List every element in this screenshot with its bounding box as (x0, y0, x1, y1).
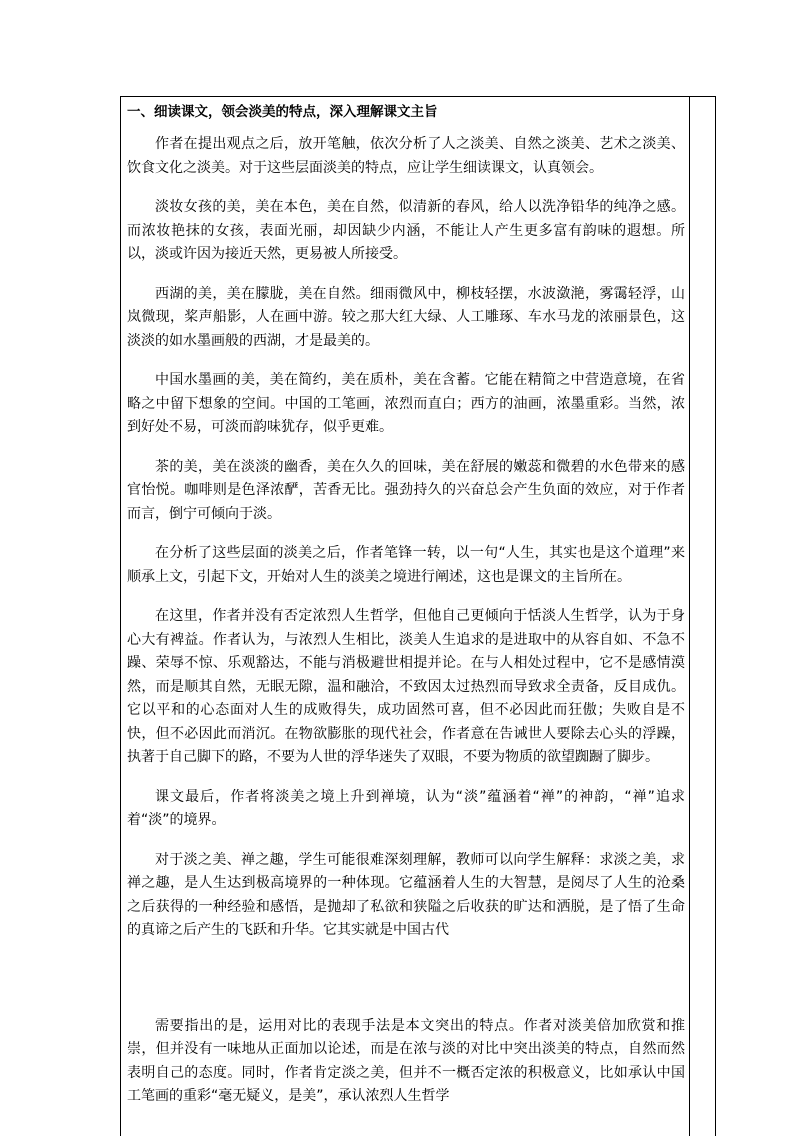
paragraph: 课文最后，作者将淡美之境上升到禅境，认为“淡”蕴涵着“禅”的神韵，“禅”追求着“淡”的境界。 (127, 788, 685, 828)
table-cell-content (127, 103, 685, 1125)
paragraph: 淡妆女孩的美，美在本色，美在自然，似清新的春风，给人以洗净铅华的纯净之感。而浓妆艳抹的女孩，表面光丽，却因缺少内涵，不能让人产生更多富有韵味的遐想。所以，淡或许因为接近天然，更易被人所接受。 (127, 199, 685, 262)
paragraph: 需要指出的是，运用对比的表现手法是本文突出的特点。作者对淡美倍加欣赏和推崇，但并没有一味地从正面加以论述，而是在浓与淡的对比中突出淡美的特点，自然而然表明自己的态度。同时，作者肯定淡之美，但并不一概否定浓的积极意义，比如承认中国工笔画的重彩“毫无疑义，是美”，承认浓烈人生哲学 (127, 1017, 685, 1104)
paragraph: 西湖的美，美在朦胧，美在自然。细雨微风中，柳枝轻摆，水波潋滟，雾霭轻浮，山岚微现，桨声船影，人在画中游。较之那大红大绿、人工雕琢、车水马龙的浓丽景色，这淡淡的如水墨画般的西湖，才是最美的。 (127, 285, 685, 349)
paragraph: 中国水墨画的美，美在简约，美在质朴，美在含蓄。它能在精简之中营造意境，在省略之中留下想象的空间。中国的工笔画，浓烈而直白；西方的油画，浓墨重彩。当然，浓到好处不易，可淡而韵味犹存，似乎更难。 (127, 372, 685, 435)
paragraph: 在这里，作者并没有否定浓烈人生哲学，但他自己更倾向于恬淡人生哲学，认为于身心大有裨益。作者认为，与浓烈人生相比，淡美人生追求的是进取中的从容自如、不急不躁、荣辱不惊、乐观豁达，不能与消极避世相提并论。在与人相处过程中，它不是感情漠然，而是顺其自然，无眠无隙，温和融洽，不致因太过热烈而导致求全责备，反目成仇。它以平和的心态面对人生的成败得失，成功固然可喜，但不必因此而狂傲；失败自是不快，但不必因此而消沉。在物欲膨胀的现代社会，作者意在告诫世人要除去心头的浮躁，执著于自己脚下的路，不要为人世的浮华迷失了双眼，不要为物质的欲望踟蹰了脚步。 (127, 608, 685, 765)
table-column-divider (689, 97, 690, 1136)
document-table (120, 96, 716, 1136)
paragraph: 作者在提出观点之后，放开笔触，依次分析了人之淡美、自然之淡美、艺术之淡美、饮食文化之淡美。对于这些层面淡美的特点，应让学生细读课文，认真领会。 (127, 136, 685, 176)
paragraph: 在分析了这些层面的淡美之后，作者笔锋一转，以一句“人生，其实也是这个道理”来顺承上文，引起下文，开始对人生的淡美之境进行阐述，这也是课文的主旨所在。 (127, 545, 685, 585)
paragraph: 茶的美，美在淡淡的幽香，美在久久的回味，美在舒展的嫩蕊和微碧的水色带来的感官怡悦。咖啡则是色泽浓酽，苦香无比。强劲持久的兴奋总会产生负面的效应，对于作者而言，倒宁可倾向于淡。 (127, 458, 685, 522)
page-break-gap (127, 943, 685, 1015)
section-heading: 一、细读课文，领会淡美的特点，深入理解课文主旨 (127, 104, 438, 120)
paragraph: 对于淡之美、禅之趣，学生可能很难深刻理解，教师可以向学生解释：求淡之美，求禅之趣，是人生达到极高境界的一种体现。它蕴涵着人生的大智慧，是阅尽了人生的沧桑之后获得的一种经验和感悟，是抛却了私欲和狭隘之后收获的旷达和洒脱，是了悟了生命的真谛之后产生的飞跃和升华。它其实就是中国古代 (127, 851, 685, 938)
